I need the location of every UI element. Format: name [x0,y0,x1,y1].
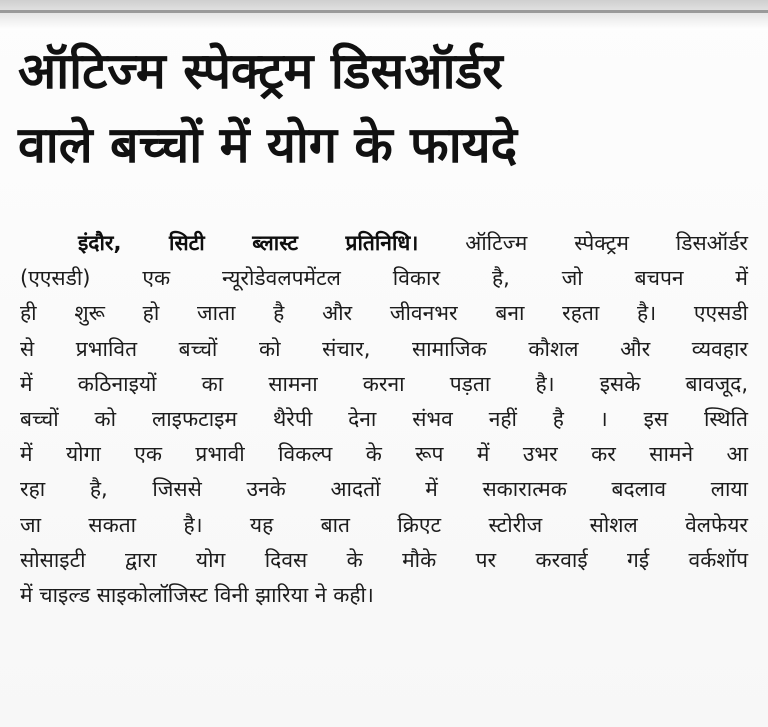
article-line-1-text: ऑटिज्म स्पेक्ट्रम डिसऑर्डर [465,231,748,255]
article-line-9: जा सकता है। यह बात क्रिएट स्टोरीज सोशल वेलफेयर [20,512,748,537]
article-line-5: में कठिनाइयों का सामना करना पड़ता है। इसके बावजूद, [20,371,748,396]
article-line-1 [20,226,748,261]
article-line-8: रहा है, जिससे उनके आदतों में सकारात्मक बदलाव लाया [20,477,748,502]
headline-line-2: वाले बच्चों में योग के फायदे [18,116,518,174]
article-line-10: सोसाइटी द्वारा योग दिवस के मौके पर करवाई गई वर्कशॉप [20,547,748,572]
article-line-7: में योगा एक प्रभावी विकल्प के रूप में उभर कर सामने आ [20,442,748,467]
article-line-4: से प्रभावित बच्चों को संचार, सामाजिक कौशल और व्यवहार [20,336,748,361]
article-line-6: बच्चों को लाइफटाइम थैरेपी देना संभव नहीं है । इस स्थिति [20,407,748,432]
page-top-border [0,0,768,30]
headline [18,34,753,182]
dateline: इंदौर, सिटी ब्लास्ट प्रतिनिधि। [78,231,419,255]
article-line-2: (एएसडी) एक न्यूरोडेवलपमेंटल विकार है, जो बचपन में [20,266,748,291]
article-body [20,226,748,613]
top-divider [0,10,768,13]
article-line-3: ही शुरू हो जाता है और जीवनभर बना रहता है। एएसडी [20,301,748,326]
headline-line-1: ऑटिज्म स्पेक्ट्रम डिसऑर्डर [18,42,503,100]
article-line-11: में चाइल्ड साइकोलॉजिस्ट विनी झारिया ने कही। [20,583,374,608]
